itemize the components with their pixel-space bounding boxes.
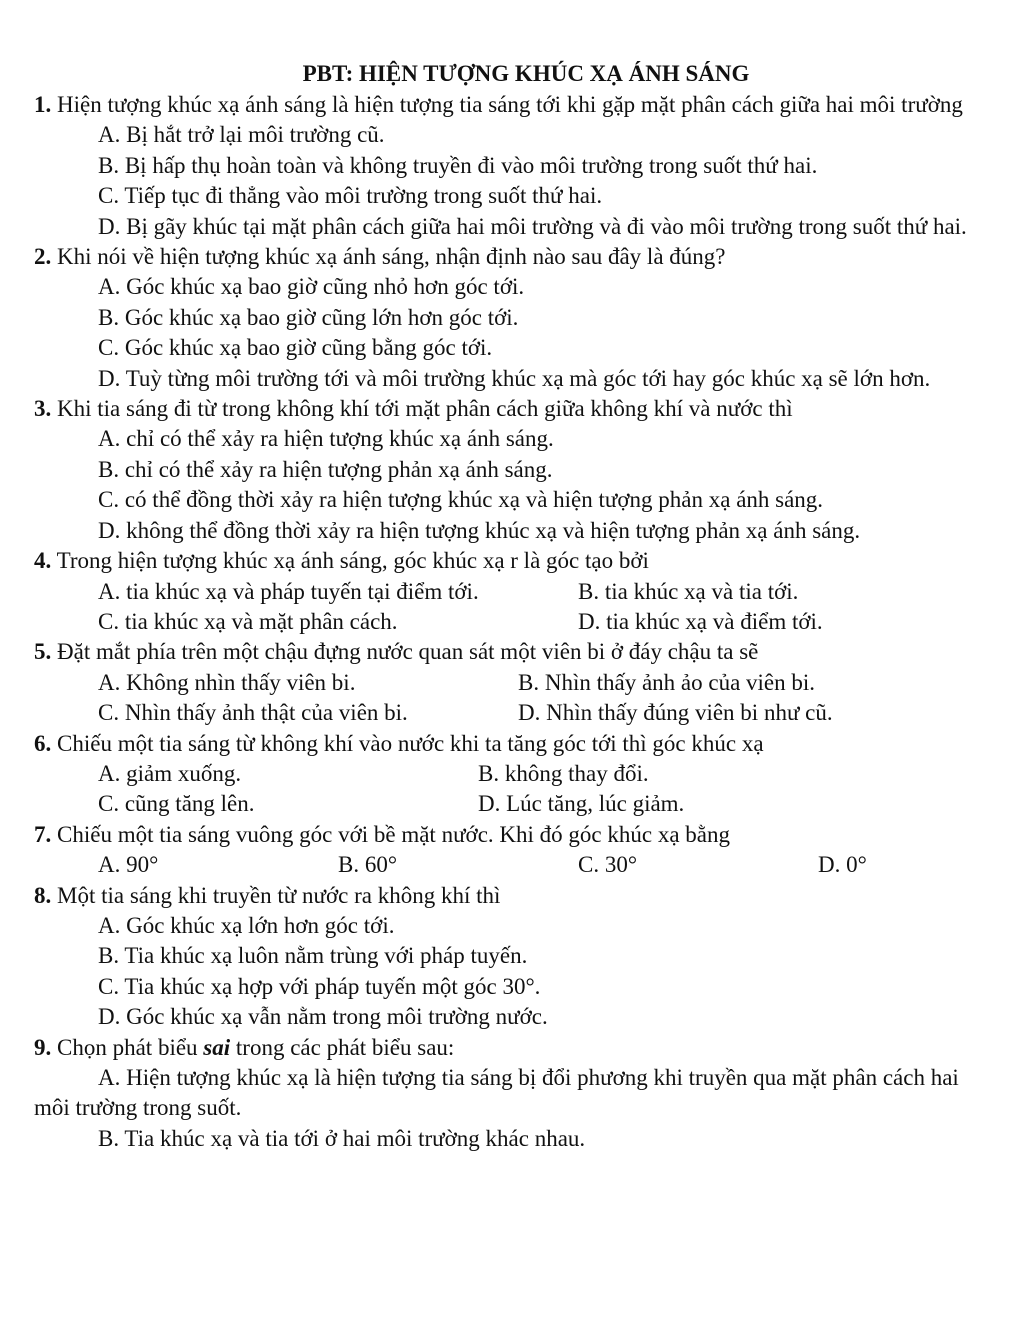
question-text: Chọn phát biểu	[57, 1034, 204, 1060]
question-number: 8.	[34, 882, 52, 908]
option-b: B. chỉ có thể xảy ra hiện tượng phản xạ ánh sáng.	[98, 456, 553, 482]
question-9	[34, 1033, 990, 1155]
question-4	[34, 546, 990, 637]
option-d: D. Lúc tăng, lúc giảm.	[478, 791, 685, 817]
option-d: D. Nhìn thấy đúng viên bi như cũ.	[518, 700, 833, 726]
option-c: C. Tia khúc xạ hợp với pháp tuyến một góc 30°.	[98, 973, 541, 999]
page-title: PBT: HIỆN TƯỢNG KHÚC XẠ ÁNH SÁNG	[302, 61, 750, 86]
option-c: C. Tiếp tục đi thẳng vào môi trường trong suốt thứ hai.	[98, 183, 603, 209]
question-text: Hiện tượng khúc xạ ánh sáng là hiện tượng tia sáng tới khi gặp mặt phân cách giữa hai môi trường	[57, 92, 963, 117]
option-b: B. Bị hấp thụ hoàn toàn và không truyền đi vào môi trường trong suốt thứ hai.	[98, 152, 818, 178]
question-number: 6.	[34, 730, 52, 756]
options-row	[34, 850, 990, 880]
option-c: C. Góc khúc xạ bao giờ cũng bằng góc tới.	[98, 335, 493, 361]
question-stem	[34, 881, 990, 911]
option-a: A. 90°	[98, 852, 159, 878]
question-text: Khi nói về hiện tượng khúc xạ ánh sáng, nhận định nào sau đây là đúng?	[57, 244, 726, 270]
options-row	[34, 577, 990, 607]
question-stem	[34, 242, 990, 272]
question-number: 3.	[34, 396, 52, 422]
question-stem	[34, 637, 990, 667]
option-c: C. có thể đồng thời xảy ra hiện tượng khúc xạ và hiện tượng phản xạ ánh sáng.	[98, 487, 824, 513]
option-a: A. Bị hắt trở lại môi trường cũ.	[98, 122, 385, 148]
emphasis-word: sai	[203, 1034, 231, 1060]
option-c: C. 30°	[578, 852, 638, 878]
question-text: Chiếu một tia sáng vuông góc với bề mặt nước. Khi đó góc khúc xạ bằng	[57, 821, 730, 847]
question-6	[34, 729, 990, 820]
question-number: 2.	[34, 244, 52, 270]
question-stem	[34, 394, 990, 424]
question-text: Chiếu một tia sáng từ không khí vào nước khi ta tăng góc tới thì góc khúc xạ	[57, 730, 764, 756]
options-row	[34, 698, 990, 728]
options-row	[34, 789, 990, 819]
option-d: D. 0°	[818, 852, 867, 878]
option-c: C. Nhìn thấy ảnh thật của viên bi.	[98, 700, 408, 726]
option-a: A. Góc khúc xạ lớn hơn góc tới.	[98, 912, 395, 938]
option-a: A. chỉ có thể xảy ra hiện tượng khúc xạ ánh sáng.	[98, 426, 554, 452]
option-a: A. Hiện tượng khúc xạ là hiện tượng tia sáng bị đổi phương khi truyền qua mặt phân cách hai môi trường trong suốt.	[34, 1065, 959, 1121]
option-b: B. không thay đổi.	[478, 760, 649, 786]
option-c: C. tia khúc xạ và mặt phân cách.	[98, 608, 398, 634]
option-b: B. Tia khúc xạ luôn nằm trùng với pháp tuyến.	[98, 943, 528, 969]
question-text: Trong hiện tượng khúc xạ ánh sáng, góc khúc xạ r là góc tạo bởi	[56, 548, 649, 574]
option-c: C. cũng tăng lên.	[98, 791, 255, 817]
question-number: 4.	[34, 548, 52, 574]
question-text: Đặt mắt phía trên một chậu đựng nước quan sát một viên bi ở đáy chậu ta sẽ	[57, 639, 759, 665]
question-8	[34, 881, 990, 1033]
option-d: D. Tuỳ từng môi trường tới và môi trường khúc xạ mà góc tới hay góc khúc xạ sẽ lớn hơn.	[98, 365, 931, 391]
option-a: A. Không nhìn thấy viên bi.	[98, 669, 356, 695]
question-7	[34, 820, 990, 881]
option-d: D. tia khúc xạ và điểm tới.	[578, 608, 823, 634]
option-b: B. tia khúc xạ và tia tới.	[578, 578, 799, 604]
question-1	[34, 90, 990, 242]
question-2	[34, 242, 990, 394]
option-b: B. Tia khúc xạ và tia tới ở hai môi trường khác nhau.	[98, 1125, 586, 1151]
question-number: 7.	[34, 821, 52, 847]
worksheet	[34, 58, 990, 1154]
option-a: A. giảm xuống.	[98, 760, 242, 786]
question-text: Một tia sáng khi truyền từ nước ra không khí thì	[57, 882, 501, 908]
option-b: B. 60°	[338, 852, 398, 878]
option-b: B. Góc khúc xạ bao giờ cũng lớn hơn góc tới.	[98, 304, 519, 330]
question-stem	[34, 729, 990, 759]
question-stem	[34, 820, 990, 850]
options-row	[34, 759, 990, 789]
option-d: D. Góc khúc xạ vẫn nằm trong môi trường nước.	[98, 1004, 548, 1030]
question-stem	[34, 90, 990, 120]
option-b: B. Nhìn thấy ảnh ảo của viên bi.	[518, 669, 816, 695]
option-a: A. tia khúc xạ và pháp tuyến tại điểm tới.	[98, 578, 479, 604]
option-a: A. Góc khúc xạ bao giờ cũng nhỏ hơn góc tới.	[98, 274, 525, 300]
question-number: 1.	[34, 92, 52, 117]
question-number: 5.	[34, 639, 52, 665]
question-3	[34, 394, 990, 546]
question-stem	[34, 1033, 990, 1063]
options-row	[34, 607, 990, 637]
question-number: 9.	[34, 1034, 52, 1060]
option-d: D. không thể đồng thời xảy ra hiện tượng khúc xạ và hiện tượng phản xạ ánh sáng.	[98, 517, 861, 543]
question-stem	[34, 546, 990, 576]
question-5	[34, 637, 990, 728]
option-d: D. Bị gãy khúc tại mặt phân cách giữa hai môi trường và đi vào môi trường trong suốt thứ hai.	[98, 213, 967, 239]
options-row	[34, 668, 990, 698]
question-text: Khi tia sáng đi từ trong không khí tới mặt phân cách giữa không khí và nước thì	[57, 396, 793, 422]
question-text-end: trong các phát biểu sau:	[230, 1034, 455, 1060]
